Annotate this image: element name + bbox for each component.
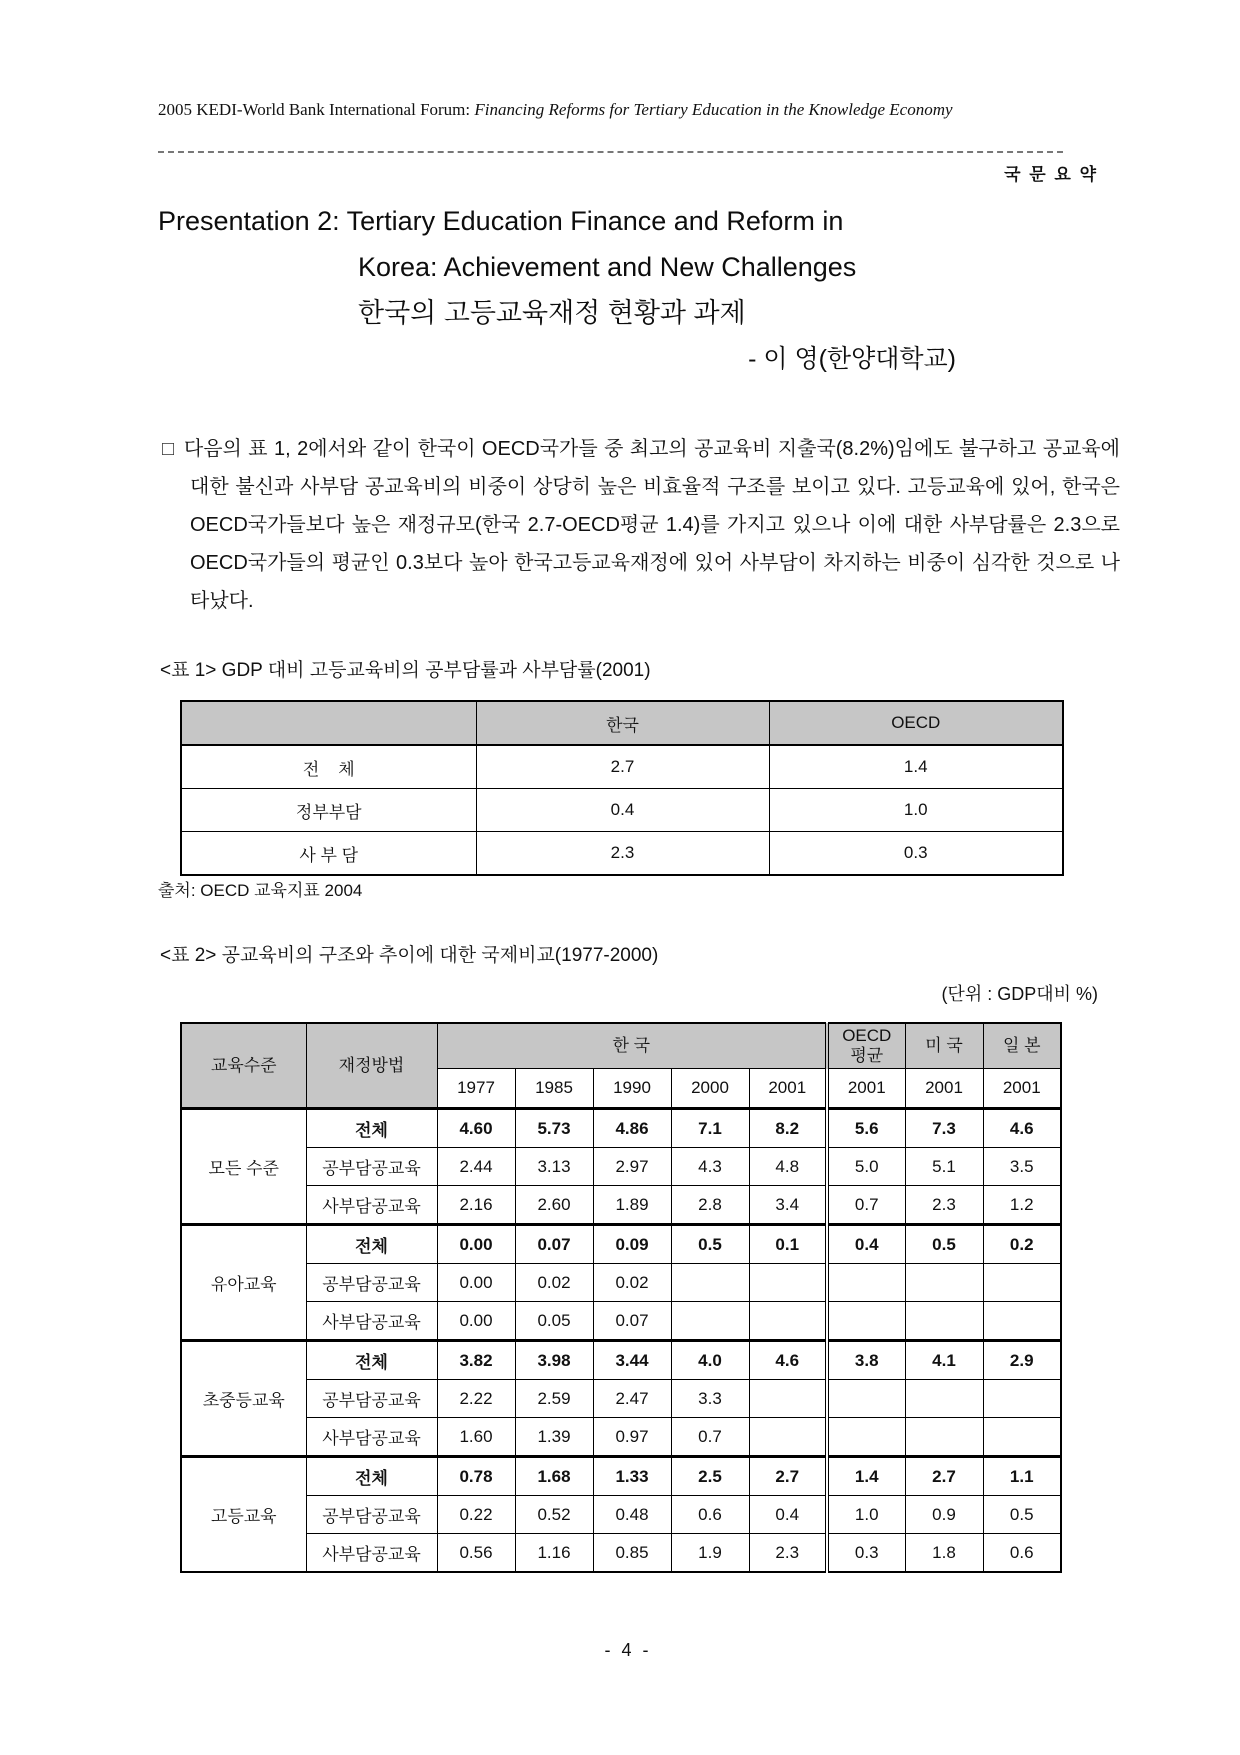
table2-value-cell: 2.47 (593, 1380, 671, 1418)
table2-value-cell: 2.7 (749, 1457, 827, 1496)
table2-value-cell: 2.9 (983, 1341, 1061, 1380)
table2-value-cell: 0.7 (671, 1418, 749, 1457)
table2-header-row-groups (181, 1023, 1061, 1069)
table2-year-header: 2001 (749, 1069, 827, 1109)
table2-value-cell: 3.98 (515, 1341, 593, 1380)
table2-row (181, 1109, 1061, 1148)
table2-value-cell: 2.60 (515, 1186, 593, 1225)
table1-col-header-korea: 한국 (476, 701, 769, 745)
table1-row (181, 832, 1063, 876)
table2-row (181, 1186, 1061, 1225)
table2-value-cell: 1.0 (827, 1496, 905, 1534)
page-content (158, 0, 1120, 1755)
table2-value-cell (749, 1302, 827, 1341)
table1-body (181, 745, 1063, 875)
table2-value-cell: 4.6 (983, 1109, 1061, 1148)
summary-paragraph-text: 다음의 표 1, 2에서와 같이 한국이 OECD국가들 중 최고의 공교육비 지출국(8.2%)임에도 불구하고 공교육에 대한 불신과 사부담 공교육비의 비중이 상당히 높은 비효율적 구조를 보이고 있다. 고등교육에 있어, 한국은 OECD국가들보다 높은 재정규모(한국 2.7-OECD평균 1.4)를 가지고 있으나 이에 대한 사부담률은 2.3으로 OECD국가들의 평균인 0.3보다 높아 한국고등교육재정에 있어 사부담이 차지하는 비중이 심각한 것으로 나타났다. (183, 438, 1120, 612)
table1-korea-value: 2.3 (476, 832, 769, 876)
table2-finance-method-cell: 공부담공교육 (306, 1380, 437, 1418)
table2-year-header: 1977 (437, 1069, 515, 1109)
table2-value-cell: 0.1 (749, 1225, 827, 1264)
table2-col-header-oecd-average (827, 1023, 905, 1069)
table2-value-cell: 5.0 (827, 1148, 905, 1186)
table2-value-cell: 0.78 (437, 1457, 515, 1496)
table2-value-cell: 2.16 (437, 1186, 515, 1225)
table2-row (181, 1496, 1061, 1534)
table2-value-cell (749, 1264, 827, 1302)
table2-value-cell: 2.7 (905, 1457, 983, 1496)
table2-value-cell (983, 1264, 1061, 1302)
table2-value-cell: 3.44 (593, 1341, 671, 1380)
title-line-english-1: Presentation 2: Tertiary Education Finance and Reform in (158, 206, 844, 236)
table2-value-cell: 0.09 (593, 1225, 671, 1264)
table2-value-cell: 0.5 (671, 1225, 749, 1264)
table2-value-cell: 0.52 (515, 1496, 593, 1534)
oecd-average-label-line1: OECD (842, 1026, 892, 1045)
table2-col-header-usa: 미 국 (905, 1023, 983, 1069)
table2-value-cell (827, 1302, 905, 1341)
table2-finance-method-cell: 사부담공교육 (306, 1186, 437, 1225)
table1-source-note: 출처: OECD 교육지표 2004 (158, 881, 363, 900)
table2-row (181, 1341, 1061, 1380)
table2-value-cell: 3.5 (983, 1148, 1061, 1186)
table2-year-header: 2001 (983, 1069, 1061, 1109)
table1-gdp-burden-ratio (180, 700, 1064, 876)
table2-value-cell: 4.1 (905, 1341, 983, 1380)
table2-value-cell: 1.89 (593, 1186, 671, 1225)
table2-row (181, 1148, 1061, 1186)
table2-value-cell: 3.82 (437, 1341, 515, 1380)
table2-value-cell: 5.73 (515, 1109, 593, 1148)
table2-value-cell: 2.5 (671, 1457, 749, 1496)
author-line: - 이 영(한양대학교) (748, 345, 956, 373)
table2-value-cell: 0.3 (827, 1534, 905, 1573)
table1-korea-value: 0.4 (476, 789, 769, 832)
table2-value-cell (905, 1264, 983, 1302)
table2-value-cell: 0.22 (437, 1496, 515, 1534)
header-divider-dashed-rule (158, 151, 1063, 153)
table2-finance-method-cell: 전체 (306, 1341, 437, 1380)
table2-body (181, 1109, 1061, 1573)
table2-value-cell: 0.07 (593, 1302, 671, 1341)
table2-value-cell: 1.16 (515, 1534, 593, 1573)
table2-finance-method-cell: 공부담공교육 (306, 1264, 437, 1302)
table1-oecd-value: 1.4 (769, 745, 1063, 789)
table2-value-cell: 4.3 (671, 1148, 749, 1186)
summary-paragraph (162, 430, 1120, 620)
table2-international-comparison (180, 1022, 1062, 1573)
table2-col-header-education-level: 교육수준 (181, 1023, 306, 1109)
table2-finance-method-cell: 사부담공교육 (306, 1418, 437, 1457)
table2-value-cell: 4.86 (593, 1109, 671, 1148)
table2-value-cell: 1.4 (827, 1457, 905, 1496)
table2-value-cell: 7.1 (671, 1109, 749, 1148)
table2-value-cell: 2.3 (905, 1186, 983, 1225)
table2-row (181, 1380, 1061, 1418)
table2-value-cell (983, 1418, 1061, 1457)
table2-row (181, 1534, 1061, 1573)
title-line-korean: 한국의 고등교육재정 현황과 과제 (358, 298, 746, 328)
table2-value-cell: 4.6 (749, 1341, 827, 1380)
page-number: - 4 - (604, 1640, 652, 1660)
table2-value-cell: 1.60 (437, 1418, 515, 1457)
table2-value-cell (827, 1380, 905, 1418)
table2-value-cell (983, 1302, 1061, 1341)
table1-korea-value: 2.7 (476, 745, 769, 789)
table2-caption: <표 2> 공교육비의 구조와 추이에 대한 국제비교(1977-2000) (160, 945, 659, 966)
table2-value-cell: 0.5 (905, 1225, 983, 1264)
table1-header-row (181, 701, 1063, 745)
korean-summary-label: 국 문 요 약 (1004, 165, 1098, 184)
table2-value-cell (905, 1418, 983, 1457)
table2-value-cell: 3.13 (515, 1148, 593, 1186)
table2-value-cell (671, 1302, 749, 1341)
table2-value-cell: 2.8 (671, 1186, 749, 1225)
table1-row (181, 789, 1063, 832)
table1-oecd-value: 1.0 (769, 789, 1063, 832)
table2-value-cell: 2.44 (437, 1148, 515, 1186)
table2-value-cell: 0.00 (437, 1302, 515, 1341)
table2-value-cell: 8.2 (749, 1109, 827, 1148)
table2-finance-method-cell: 공부담공교육 (306, 1148, 437, 1186)
table2-row (181, 1302, 1061, 1341)
table2-value-cell: 1.39 (515, 1418, 593, 1457)
table2-value-cell: 0.4 (749, 1496, 827, 1534)
table2-year-header: 1985 (515, 1069, 593, 1109)
table1-col-header-blank (181, 701, 476, 745)
table2-value-cell: 0.05 (515, 1302, 593, 1341)
forum-title-italic: Financing Reforms for Tertiary Education in the Knowledge Economy (470, 100, 953, 119)
table1-oecd-value: 0.3 (769, 832, 1063, 876)
table2-col-header-korea: 한 국 (437, 1023, 827, 1069)
table1-row-label: 전 체 (181, 745, 476, 789)
table2-row (181, 1457, 1061, 1496)
table2-col-header-finance-method: 재정방법 (306, 1023, 437, 1109)
forum-title-regular: 2005 KEDI-World Bank International Forum: (158, 100, 471, 119)
oecd-average-label-line2: 평균 (850, 1046, 884, 1065)
table2-value-cell (827, 1264, 905, 1302)
table2-value-cell: 7.3 (905, 1109, 983, 1148)
table2-row (181, 1225, 1061, 1264)
table2-value-cell: 2.22 (437, 1380, 515, 1418)
table2-value-cell: 4.0 (671, 1341, 749, 1380)
table2-unit-label: (단위 : GDP대비 %) (941, 984, 1098, 1004)
running-header (158, 100, 1063, 120)
table2-value-cell: 0.5 (983, 1496, 1061, 1534)
table1-row-label: 사 부 담 (181, 832, 476, 876)
table2-row (181, 1264, 1061, 1302)
table2-education-level-cell: 모든 수준 (181, 1109, 306, 1225)
table2-value-cell: 0.9 (905, 1496, 983, 1534)
table2-value-cell: 2.59 (515, 1380, 593, 1418)
table2-year-header: 2001 (827, 1069, 905, 1109)
table1-col-header-oecd: OECD (769, 701, 1063, 745)
presentation-title-block (158, 198, 1098, 382)
table2-value-cell: 4.60 (437, 1109, 515, 1148)
table2-value-cell: 0.56 (437, 1534, 515, 1573)
table2-value-cell: 3.3 (671, 1380, 749, 1418)
table2-value-cell: 0.97 (593, 1418, 671, 1457)
table2-year-header: 1990 (593, 1069, 671, 1109)
table2-value-cell: 1.8 (905, 1534, 983, 1573)
table2-finance-method-cell: 공부담공교육 (306, 1496, 437, 1534)
square-bullet-icon: □ (162, 438, 175, 460)
table2-education-level-cell: 초중등교육 (181, 1341, 306, 1457)
table2-value-cell (827, 1418, 905, 1457)
table2-finance-method-cell: 사부담공교육 (306, 1302, 437, 1341)
table1-row (181, 745, 1063, 789)
table2-value-cell: 0.48 (593, 1496, 671, 1534)
table2-value-cell: 1.9 (671, 1534, 749, 1573)
title-line-english-2: Korea: Achievement and New Challenges (358, 252, 857, 282)
table1-row-label: 정부부담 (181, 789, 476, 832)
table2-value-cell: 0.85 (593, 1534, 671, 1573)
table2-education-level-cell: 유아교육 (181, 1225, 306, 1341)
table2-value-cell: 0.00 (437, 1264, 515, 1302)
table2-col-header-japan: 일 본 (983, 1023, 1061, 1069)
table2-value-cell: 1.68 (515, 1457, 593, 1496)
table2-value-cell (749, 1380, 827, 1418)
table2-value-cell (983, 1380, 1061, 1418)
table2-value-cell (905, 1380, 983, 1418)
table2-value-cell (671, 1264, 749, 1302)
table2-finance-method-cell: 전체 (306, 1225, 437, 1264)
table1-caption: <표 1> GDP 대비 고등교육비의 공부담률과 사부담률(2001) (160, 660, 651, 681)
table2-value-cell (905, 1302, 983, 1341)
table2-value-cell: 0.7 (827, 1186, 905, 1225)
table2-value-cell: 0.02 (593, 1264, 671, 1302)
table2-value-cell (749, 1418, 827, 1457)
table2-value-cell: 4.8 (749, 1148, 827, 1186)
table2-year-header: 2000 (671, 1069, 749, 1109)
table2-education-level-cell: 고등교육 (181, 1457, 306, 1573)
table2-value-cell: 5.6 (827, 1109, 905, 1148)
table2-value-cell: 0.6 (671, 1496, 749, 1534)
table2-value-cell: 2.97 (593, 1148, 671, 1186)
table2-value-cell: 0.4 (827, 1225, 905, 1264)
table2-value-cell: 2.3 (749, 1534, 827, 1573)
table2-value-cell: 0.02 (515, 1264, 593, 1302)
table2-value-cell: 1.2 (983, 1186, 1061, 1225)
table2-value-cell: 0.00 (437, 1225, 515, 1264)
table2-finance-method-cell: 사부담공교육 (306, 1534, 437, 1573)
table2-value-cell: 5.1 (905, 1148, 983, 1186)
table2-finance-method-cell: 전체 (306, 1109, 437, 1148)
table2-value-cell: 0.2 (983, 1225, 1061, 1264)
table2-value-cell: 1.33 (593, 1457, 671, 1496)
table2-year-header: 2001 (905, 1069, 983, 1109)
table2-value-cell: 3.4 (749, 1186, 827, 1225)
table2-value-cell: 0.07 (515, 1225, 593, 1264)
table2-value-cell: 3.8 (827, 1341, 905, 1380)
table2-value-cell: 1.1 (983, 1457, 1061, 1496)
table2-finance-method-cell: 전체 (306, 1457, 437, 1496)
table2-value-cell: 0.6 (983, 1534, 1061, 1573)
table2-row (181, 1418, 1061, 1457)
